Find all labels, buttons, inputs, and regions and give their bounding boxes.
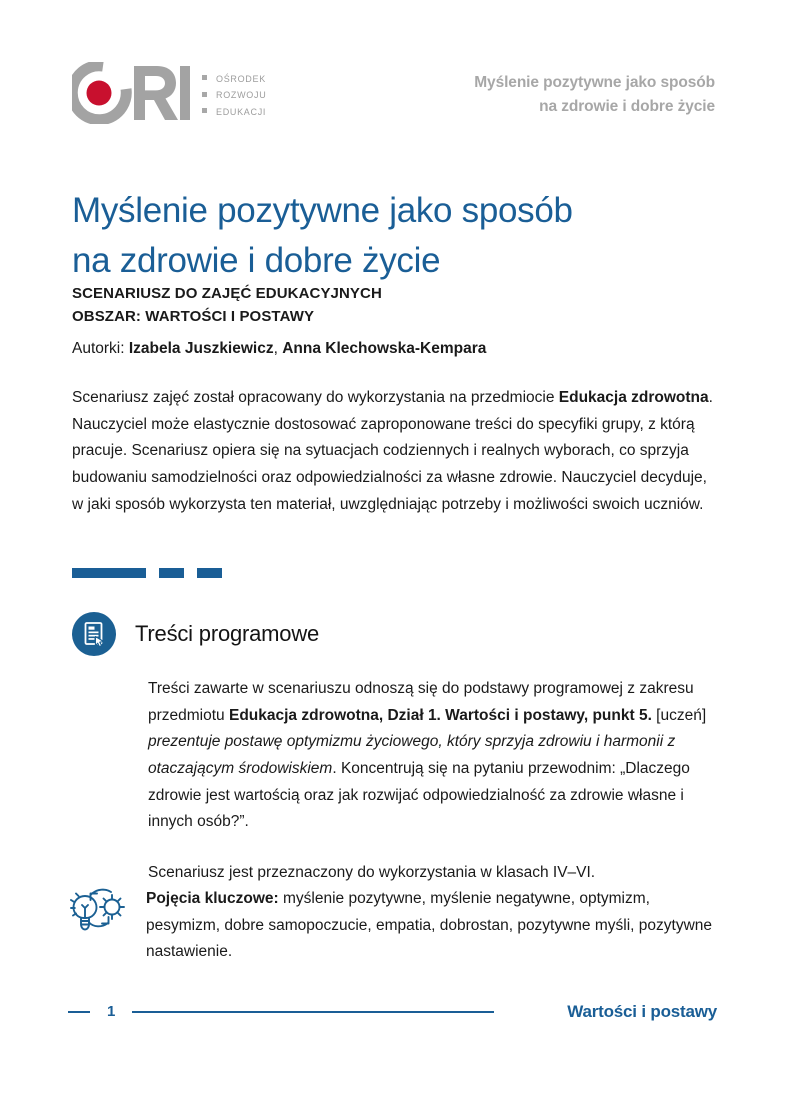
ore-logo-red-dot <box>87 81 112 106</box>
divider-bar-small-2 <box>197 568 222 578</box>
page-title-line-1: Myślenie pozytywne jako sposób <box>72 191 573 231</box>
authors-line <box>72 337 486 360</box>
section-body <box>148 676 720 887</box>
logo-word-rozwoju: rozwoju <box>216 86 267 102</box>
document-icon-glyph <box>80 620 108 648</box>
key-concepts-list: myślenie pozytywne, myślenie negatywne, optymizm, pesymizm, dobre samopoczucie, empatia, dobrostan, pozytywne myśli, pozytywne nastawienie. <box>146 890 712 961</box>
page-header <box>72 62 715 142</box>
footer-dash-icon <box>68 1011 90 1013</box>
square-bullet-icon <box>202 75 207 80</box>
section-heading: Treści programowe <box>135 621 320 646</box>
logo-word-edukacji: edukacji <box>216 102 267 118</box>
logo-word-osrodek: ośrodek <box>216 69 266 85</box>
lightbulb-gear-glyph <box>70 886 130 938</box>
section-tresci-programowe <box>72 612 727 887</box>
section-p1-bold-reference: Edukacja zdrowotna, Dział 1. Wartości i postawy, punkt 5. <box>228 706 652 724</box>
page-title <box>72 186 727 285</box>
subtitle-line-1: SCENARIUSZ DO ZAJĘĆ EDUKACYJNYCH <box>72 285 382 302</box>
intro-text-part-1: Scenariusz zajęć został opracowany do wykorzystania na przedmiocie <box>72 389 559 406</box>
intro-paragraph <box>72 385 720 518</box>
section-p1-part-3: . Koncentrują się na pytaniu przewodnim: „Dlaczego zdrowie jest wartością oraz jak rozwijać odpowiedzialność za zdrowie własne i innych osób?”. <box>148 759 690 831</box>
divider-bar-large <box>72 568 146 578</box>
document-subtitle <box>72 283 382 329</box>
running-header-title <box>474 71 715 119</box>
section-header <box>72 612 727 656</box>
document-with-hand-icon <box>72 612 116 656</box>
author-name-1: Izabela Juszkiewicz <box>128 340 274 357</box>
logo-word-row <box>202 104 266 118</box>
footer-page-number: 1 <box>107 1003 116 1020</box>
square-bullet-icon <box>202 108 207 113</box>
ore-logo <box>72 62 266 124</box>
running-header-line-2: na zdrowie i dobre życie <box>539 98 715 116</box>
section-divider-bars <box>72 568 222 578</box>
section-paragraph-2: Scenariusz jest przeznaczony do wykorzystania w klasach IV–VI. <box>148 863 596 881</box>
intro-bold-subject: Edukacja zdrowotna <box>558 389 709 406</box>
footer-rule <box>132 1011 494 1013</box>
page-footer <box>68 1003 717 1020</box>
running-header-line-1: Myślenie pozytywne jako sposób <box>474 74 715 91</box>
divider-bar-small-1 <box>159 568 184 578</box>
section-paragraph-1 <box>148 676 720 836</box>
key-concepts-row <box>70 884 727 966</box>
section-p1-part-1: Treści zawarte w scenariuszu odnoszą się do podstawy programowej z zakresu przedmiotu <box>148 680 694 724</box>
footer-section-label: Wartości i postawy <box>567 1002 717 1021</box>
ore-logo-mark <box>72 62 190 124</box>
author-name-2: Anna Klechowska-Kempara <box>282 340 487 357</box>
authors-separator: , <box>273 340 283 357</box>
subtitle-line-2: OBSZAR: WARTOŚCI I POSTAWY <box>72 307 315 325</box>
key-concepts-text <box>146 884 718 966</box>
logo-word-row <box>202 71 266 85</box>
key-concepts-label: Pojęcia kluczowe: <box>146 890 279 907</box>
authors-label: Autorki: <box>72 340 129 357</box>
logo-word-row <box>202 87 266 101</box>
ore-logo-wordmark <box>202 69 266 118</box>
lightbulb-gear-icon <box>70 884 136 943</box>
section-p1-italic-quote: prezentuje postawę optymizmu życiowego, który sprzyja zdrowiu i harmonii z otaczającym środowiskiem <box>148 733 676 777</box>
intro-text-part-2: . Nauczyciel może elastycznie dostosować zaproponowane treści do specyfiki grupy, z którą pracuje. Scenariusz opiera się na sytuacjach codziennych i realnych wyborach, co sprzyja budowaniu samodzielności oraz odpowiedzialności za własne zdrowie. Nauczyciel decyduje, w jaki sposób wykorzysta ten materiał, uwzględniając potrzeby i możliwości swoich uczniów. <box>72 389 713 513</box>
page-title-line-2: na zdrowie i dobre życie <box>72 241 441 281</box>
square-bullet-icon <box>202 92 207 97</box>
section-p1-part-2: [uczeń] <box>651 706 707 724</box>
